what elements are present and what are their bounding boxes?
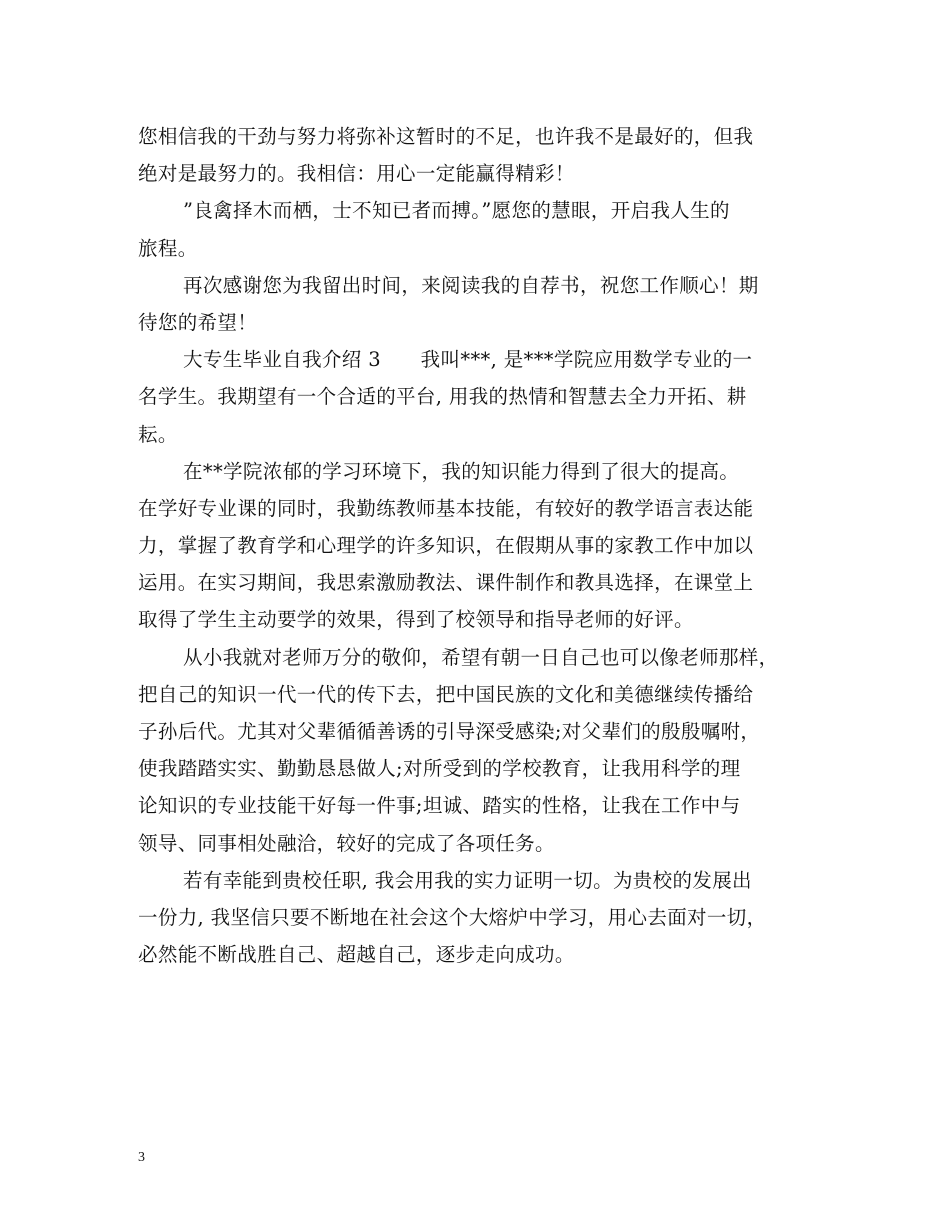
page-number: 3: [138, 1150, 145, 1165]
text-line: 必然能不断战胜自己、超越自己，逐步走向成功。: [138, 943, 575, 967]
text-line: 耘。: [138, 422, 178, 446]
paragraph-start-line: 从小我就对老师万分的敬仰，希望有朝一日自己也可以像老师那样，: [183, 645, 779, 669]
text-line: 论知识的专业技能干好每一件事;坦诚、踏实的性格，让我在工作中与: [138, 794, 741, 818]
text-line: 待您的希望！: [138, 310, 258, 334]
body-text: [138, 118, 814, 973]
paragraph-start-line: 在**学院浓郁的学习环境下，我的知识能力得到了很大的提高。: [183, 459, 740, 483]
section-heading-line: 大专生毕业自我介绍 3 我叫***, 是***学院应用数学专业的一: [183, 348, 753, 372]
text-line: 使我踏踏实实、勤勤恳恳做人;对所受到的学校教育，让我用科学的理: [138, 757, 741, 781]
text-line: 力，掌握了教育学和心理学的许多知识，在假期从事的家教工作中加以: [138, 534, 754, 558]
text-line: 在学好专业课的同时，我勤练教师基本技能，有较好的教学语言表达能: [138, 496, 754, 520]
text-line: 旅程。: [138, 236, 198, 260]
text-line: 运用。在实习期间，我思索激励教法、课件制作和教具选择，在课堂上: [138, 571, 754, 595]
text-line: 取得了学生主动要学的效果，得到了校领导和指导老师的好评。: [138, 608, 694, 632]
text-line: 一份力, 我坚信只要不断地在社会这个大熔炉中学习，用心去面对一切，: [138, 905, 767, 929]
paragraph-start-line: ”良禽择木而栖，士不知已者而搏。”愿您的慧眼，开启我人生的: [183, 199, 730, 223]
text-line: 把自己的知识一代一代的传下去，把中国民族的文化和美德继续传播给: [138, 682, 754, 706]
text-line: 领导、同事相处融洽，较好的完成了各项任务。: [138, 831, 555, 855]
paragraph-start-line: 若有幸能到贵校任职, 我会用我的实力证明一切。为贵校的发展出: [183, 868, 752, 892]
text-line: 您相信我的干劲与努力将弥补这暂时的不足，也许我不是最好的，但我: [138, 125, 754, 148]
text-line: 名学生。我期望有一个合适的平台, 用我的热情和智慧去全力开拓、耕: [138, 385, 747, 409]
paragraph-start-line: 再次感谢您为我留出时间，来阅读我的自荐书，祝您工作顺心！期: [183, 273, 759, 297]
text-line: 绝对是最努力的。我相信：用心一定能赢得精彩！: [138, 162, 575, 186]
text-line: 子孙后代。尤其对父辈循循善诱的引导深受感染;对父辈们的殷殷嘱咐，: [138, 720, 761, 743]
